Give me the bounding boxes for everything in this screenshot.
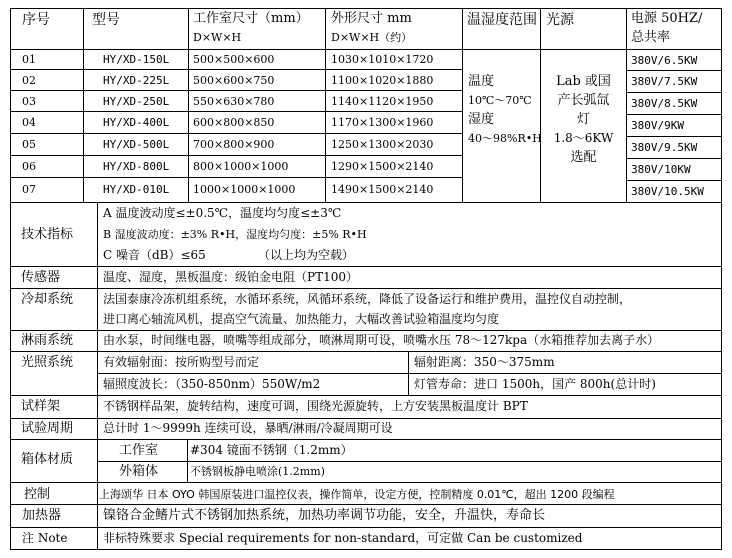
hline-models-end [10,202,722,203]
hline-row1 [10,69,462,70]
row-model: HY/XD-010L [103,183,170,196]
rack-label: 试样架 [21,399,61,414]
header-model: 型号 [92,12,120,28]
row-power: 380V/9.5KW [631,141,698,154]
header-index: 序号 [22,12,50,28]
row-power: 380V/10KW [631,163,691,176]
temp-value: 10℃～70℃ [468,94,532,107]
row-chamber: 600×800×850 [193,116,275,129]
vline-top-outer [325,8,326,203]
header-chamber-dims: D×W×H [193,31,242,44]
row-outer: 1030×1010×1720 [331,53,434,66]
row-chamber: 550×630×780 [193,95,275,108]
row-outer: 1100×1020×1880 [331,74,434,87]
hline-material-mid [97,461,722,462]
row-outer: 1490×1500×2140 [331,183,434,196]
optic-distance: 辐射距离：350～375mm [414,355,555,369]
note-label: 注 Note [22,531,68,545]
hline-power3 [626,114,722,115]
vline-top-chamber [188,8,189,203]
cycle-label: 试验周期 [21,421,74,436]
row-chamber: 800×1000×1000 [193,160,289,173]
hline-power6 [626,180,722,181]
material-inner-value: #304 镜面不锈钢（1.2mm） [190,443,353,457]
hline-power1 [626,70,722,71]
hline-power2 [626,92,722,93]
row-number: 02 [22,74,36,87]
material-outer-label: 外箱体 [119,464,159,479]
header-light: 光源 [546,12,574,28]
header-outer-size: 外形尺寸 mm [331,11,412,26]
row-model: HY/XD-500L [103,138,170,151]
hline-spray-end [10,351,722,352]
heater-label: 加热器 [22,508,62,523]
hline-cycle-end [10,439,722,440]
control-label: 控制 [24,487,51,502]
vline-top-temp [462,8,463,203]
temp-hum-range [468,72,542,148]
hline-row5 [10,155,462,156]
row-model: HY/XD-800L [103,160,170,173]
vline-optic-split [408,351,409,395]
row-model: HY/XD-250L [103,95,170,108]
hline-optic-end [10,395,722,396]
light-line-2: 产长弧氙 [557,93,610,108]
hline-rack-end [10,418,722,419]
hline-row3 [10,111,462,112]
note-value: 非标特殊要求 Special requirements for non-standard，可定做 Can be customized [103,531,583,545]
sensor-value: 温度、湿度，黑板温度：级铂金电阻（PT100） [103,270,358,284]
row-model: HY/XD-225L [103,74,170,87]
light-line-3: 灯 [576,112,590,127]
hline-header [10,49,722,50]
optic-label: 光照系统 [21,355,74,370]
vline-top-power [626,8,627,203]
row-number: 07 [22,183,36,196]
light-line-5: 选配 [570,150,597,165]
hline-power5 [626,158,722,159]
sensor-label: 传感器 [21,270,61,285]
header-temp-hum: 温湿度范围 [467,12,537,28]
header-chamber-size: 工作室尺寸（mm） [193,11,309,26]
vline-top-model [83,8,84,203]
row-chamber: 500×500×600 [193,53,275,66]
row-outer: 1140×1120×1950 [331,95,434,108]
hline-cooling-end [10,330,722,331]
light-source [541,72,626,167]
optic-life: 灯管寿命：进口 1500h，国产 800h(总计时) [414,377,656,391]
hline-bottom [10,549,722,550]
light-line-4: 1.8～6KW [553,131,614,145]
optic-wave: 辐照度波长：（350-850nm）550W/m2 [103,377,321,391]
spray-value: 由水泵，时间继电器，喷嘴等组成部分，喷淋周期可设，喷嘴水压 78～127kpa（水箱推荐加去离子水） [103,333,660,347]
tech-c-note: （以上均为空载） [258,248,355,262]
row-number: 04 [22,116,36,129]
optic-area: 有效辐射面：按所购型号而定 [103,355,260,369]
row-number: 01 [22,53,36,66]
vline-label [97,202,98,549]
row-model: HY/XD-400L [103,116,170,129]
hline-sensor-end [10,288,722,289]
tech-a: A 温度波动度≤±0.5℃，温度均匀度≤±3℃ [103,206,342,220]
hline-control-end [10,504,722,505]
hline-top [10,8,722,9]
row-outer: 1250×1300×2030 [331,138,434,151]
header-power-2: 总共率 [631,30,671,45]
cooling-label: 冷却系统 [21,292,74,307]
hline-optic-mid [97,373,722,374]
cooling-line-1: 法国泰康冷冻机组系统，水循环系统，风循环系统，降低了设备运行和维护费用，温控仪自动控制， [103,292,632,306]
row-outer: 1170×1300×1960 [331,116,434,129]
row-number: 06 [22,160,36,173]
light-line-1: Lab 或国 [556,74,611,89]
row-number: 03 [22,95,36,108]
hline-row6 [10,177,462,178]
hline-material-end [10,482,722,483]
row-chamber: 500×600×750 [193,74,275,87]
tech-b: B 湿度波动度：±3% R•H，湿度均匀度：±5% R•H [103,228,367,241]
rack-value: 不锈钢样品架，旋转结构，速度可调，围绕光源旋转，上方安装黑板温度计 BPT [103,399,528,413]
spray-label: 淋雨系统 [21,333,74,348]
hline-heater-end [10,527,722,528]
row-chamber: 700×800×900 [193,138,275,151]
material-inner-label: 工作室 [119,443,159,458]
hum-value: 40～98%R•H [468,132,542,145]
vline-right [721,8,722,550]
cooling-line-2: 进口离心轴流风机，提高空气流量、加热能力，大幅改善试验箱温度均匀度 [103,312,500,326]
vline-material-split [187,439,188,482]
heater-value: 镍铬合金鳍片式不锈钢加热系统，加热功率调节功能，安全，升温快，寿命长 [103,508,546,523]
row-power: 380V/10.5KW [631,185,704,198]
material-outer-value: 不锈钢板静电喷涂(1.2mm) [190,465,325,478]
row-model: HY/XD-150L [103,53,170,66]
header-outer-dims: D×W×H（约） [331,31,413,44]
row-power: 380V/6.5KW [631,54,698,67]
vline-left [10,8,11,550]
hline-tech-end [10,266,722,267]
tech-label: 技术指标 [21,227,74,242]
row-power: 380V/9KW [631,119,684,132]
control-value: 上海颂华 日本 OYO 韩国原装进口温控仪表，操作简单，设定方便，控制精度 0.01℃，超出 1200 段编程 [99,488,615,501]
hline-row2 [10,90,462,91]
hline-row4 [10,133,462,134]
hum-label: 湿度 [468,112,495,127]
row-chamber: 1000×1000×1000 [193,183,296,196]
row-power: 380V/7.5KW [631,75,698,88]
row-outer: 1290×1500×2140 [331,160,434,173]
header-power-1: 电源 50HZ/ [631,11,703,26]
row-number: 05 [22,138,36,151]
tech-c: C 噪音（dB）≤65 [103,248,206,262]
temp-label: 温度 [468,74,495,89]
hline-power4 [626,136,722,137]
cycle-value: 总计时 1～9999h 连续可设，暴晒/淋雨/冷凝周期可设 [103,421,393,435]
material-label: 箱体材质 [21,452,74,467]
row-power: 380V/8.5KW [631,97,698,110]
